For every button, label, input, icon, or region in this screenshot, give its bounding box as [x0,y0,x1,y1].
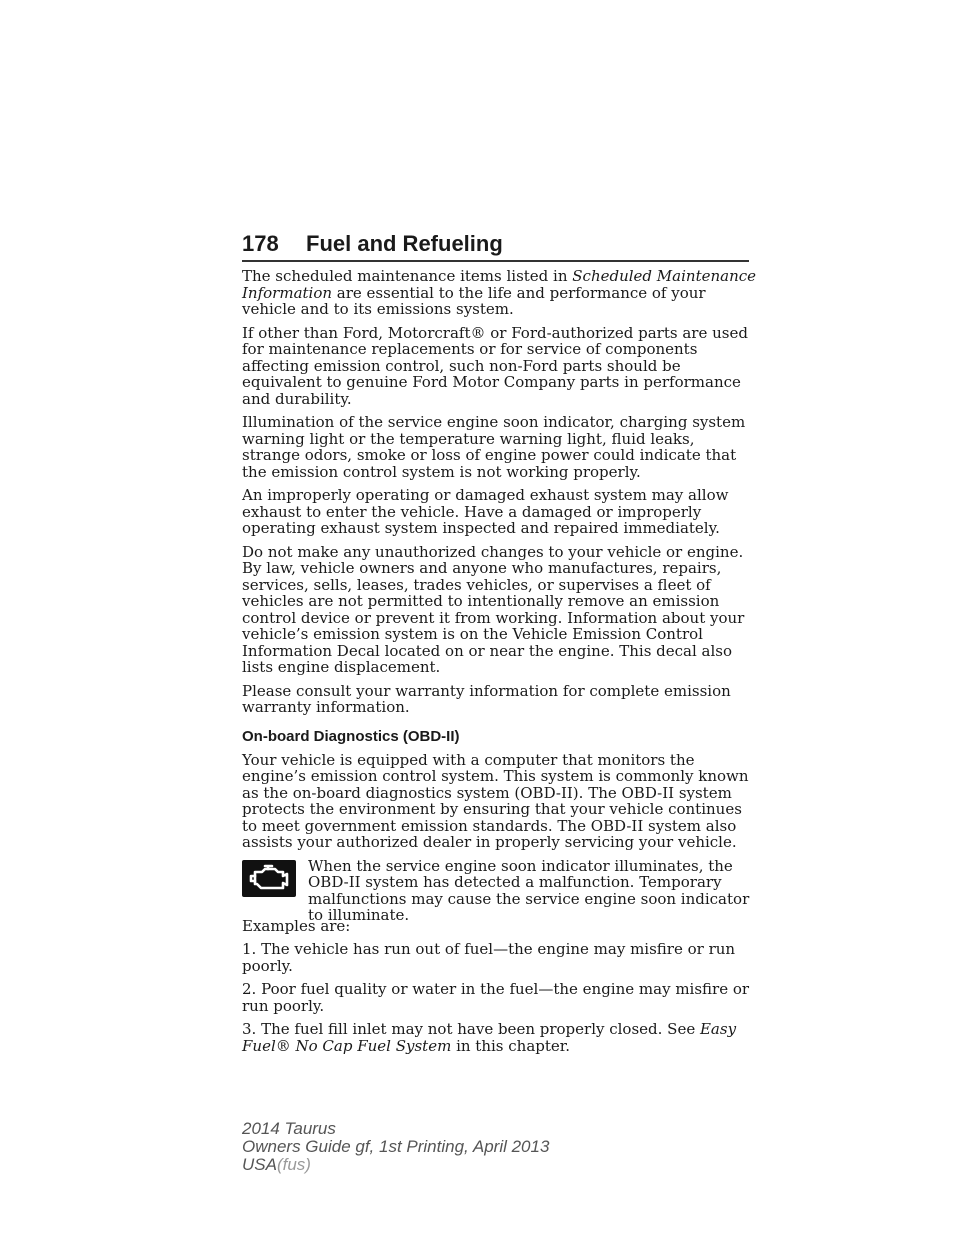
examples-label: Examples are: [242,916,351,935]
chapter-title: Fuel and Refueling [306,231,503,256]
paragraph-indicator: When the service engine soon indicator illuminates, the OBD-II system has detected a malfunction. Temporary malfunctions may cause the service engine soon indicator to illuminate. [308,856,750,924]
page-body [242,268,757,1061]
page-footer [242,1120,549,1174]
page-header [242,227,749,262]
footer-region: USA(fus) [242,1155,311,1174]
paragraph-unauthorized-changes: Do not make any unauthorized changes to your vehicle or engine. By law, vehicle owners and anyone who manufactures, repairs, services, sells, leases, trades vehicles, or supervises a fleet of vehicles are not permitted to intentionally remove an emission control device or prevent it from working. Information about your vehicle’s emission system is on the Vehicle Emission Control Information Decal located on or near the engine. This decal also lists engine displacement. [242,542,745,676]
scheduled-maintenance-reference: Scheduled Maintenance Information [242,267,757,302]
footer-model: 2014 Taurus [242,1119,336,1138]
paragraph-parts: If other than Ford, Motorcraft® or Ford-authorized parts are used for maintenance replacements or for service of components affecting emission control, such non-Ford parts should be equivalent to genuine Ford Motor Company parts in performance and durability. [242,323,748,408]
obd-heading: On-board Diagnostics (OBD-II) [242,727,460,745]
footer-guide: Owners Guide gf, 1st Printing, April 2013 [242,1137,550,1156]
example-item: 2. Poor fuel quality or water in the fuel—the engine may misfire or run poorly. [242,980,750,1015]
indicator-block [242,858,757,924]
paragraph-exhaust: An improperly operating or damaged exhaust system may allow exhaust to enter the vehicle. Have a damaged or improperly operating exhaust system inspected and repaired immediately. [242,486,729,537]
example-item: 3. The fuel fill inlet may not have been properly closed. See Easy Fuel® No Cap Fuel System in this chapter. [242,1020,737,1055]
paragraph-obd-intro: Your vehicle is equipped with a computer that monitors the engine’s emission control system. This system is commonly known as the on-board diagnostics system (OBD-II). The OBD-II system protects the environment by ensuring that your vehicle continues to meet government emission standards. The OBD-II system also assists your authorized dealer in properly servicing your vehicle. [242,750,749,851]
easy-fuel-reference: Easy Fuel® No Cap Fuel System [242,1020,737,1055]
page-number: 178 [242,231,279,256]
check-engine-icon [242,860,296,897]
paragraph-illumination: Illumination of the service engine soon indicator, charging system warning light or the temperature warning light, fluid leaks, strange odors, smoke or loss of engine power could indicate that the emission control system is not working properly. [242,413,746,481]
example-item: 1. The vehicle has run out of fuel—the engine may misfire or run poorly. [242,940,736,975]
paragraph-warranty: Please consult your warranty information for complete emission warranty information. [242,681,731,716]
paragraph-scheduled-maintenance: The scheduled maintenance items listed in Scheduled Maintenance Information are essential to the life and performance of your vehicle and to its emissions system. [242,267,757,318]
